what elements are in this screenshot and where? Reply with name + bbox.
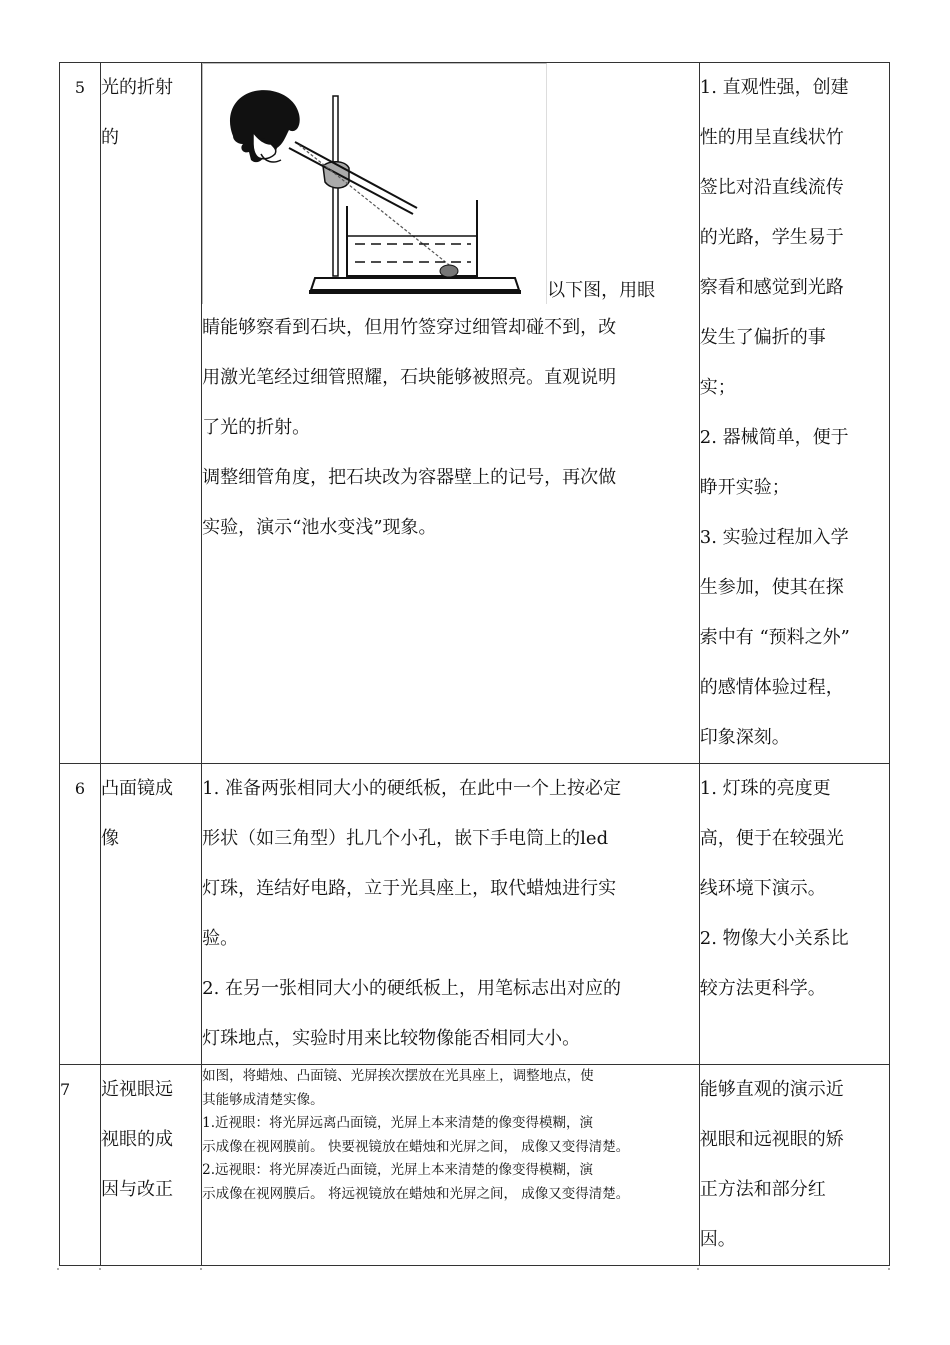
description-line: 示成像在视网膜前。 快要视镜放在蜡烛和光屏之间， 成像又变得清楚。 [202,1138,630,1155]
row-topic: 凸面镜成 像 [101,764,202,1065]
description-line: 2. 在另一张相同大小的硬纸板上，用笔标志出对应的 [202,978,622,999]
row-number: 6 [60,764,101,1065]
description-line: 验。 [202,928,239,949]
row-description [202,1065,700,1266]
description-line: 如图，将蜡烛、凸面镜、光屏挨次摆放在光具座上，调整地点，使 [202,1068,594,1084]
description-line: 了光的折射。 [202,417,311,438]
description-line: 1. 准备两张相同大小的硬纸板，在此中一个上按必定 [202,778,622,799]
row-advantages: 1. 灯珠的亮度更 高，便于在较强光 线环境下演示。 2. 物像大小关系比 较方法更科学。 [699,764,889,1065]
description-line: 示成像在视网膜后。 将远视镜放在蜡烛和光屏之间， 成像又变得清楚。 [202,1185,630,1202]
table-row [60,1065,890,1266]
description-line: 其能够成清楚实像。 [202,1091,324,1108]
row-advantages: 能够直观的演示近 视眼和远视眼的矫 正方法和部分红 因。 [699,1065,889,1266]
figure-area [202,63,699,303]
row-advantages: 1. 直观性强，创建 性的用呈直线状竹 签比对沿直线流传 的光路，学生易于 察看和感觉到光路 发生了偏折的事 实； 2. 器械简单，便于 睁开实验； 3. 实验过程加入学 生参加，使其在探 索中有 “预料之外” 的感情体验过程， 印象深刻。 [699,63,889,764]
scan-mark [99,1268,101,1270]
table-row [60,764,890,1065]
figure-caption-tail: 以下图，用眼 [547,280,656,301]
description-line: 2.远视眼：将光屏凑近凸面镜，光屏上本来清楚的像变得模糊，演 [202,1162,594,1178]
row-number: 7 [60,1065,101,1266]
description-line: 实验，演示“池水变浅”现象。 [202,517,437,538]
description-line: 用激光笔经过细管照耀，石块能够被照亮。直观说明 [202,367,617,388]
experiment-table [59,62,890,1266]
table-row [60,63,890,764]
description-line: 1.近视眼：将光屏远离凸面镜，光屏上本来清楚的像变得模糊，演 [202,1115,594,1131]
row-topic: 光的折射 的 [101,63,202,764]
row-description [202,764,700,1065]
description-line: 灯珠，连结好电路，立于光具座上，取代蜡烛进行实 [202,878,617,899]
scan-mark [697,1268,699,1270]
refraction-apparatus-illustration [203,64,546,304]
scan-mark [200,1268,202,1270]
description-line: 灯珠地点，实验时用来比较物像能否相同大小。 [202,1028,581,1049]
refraction-figure [202,63,547,304]
description-line: 睛能够察看到石块，但用竹签穿过细管却碰不到，改 [202,317,617,338]
scan-mark [888,1268,890,1270]
description-line: 形状（如三角型）扎几个小孔，嵌下手电筒上的led [202,828,609,849]
scan-mark [57,1268,59,1270]
row-number: 5 [60,63,101,764]
row-description [202,63,700,764]
row-topic: 近视眼远 视眼的成 因与改正 [101,1065,202,1266]
description-line: 调整细管角度，把石块改为容器壁上的记号，再次做 [202,467,617,488]
